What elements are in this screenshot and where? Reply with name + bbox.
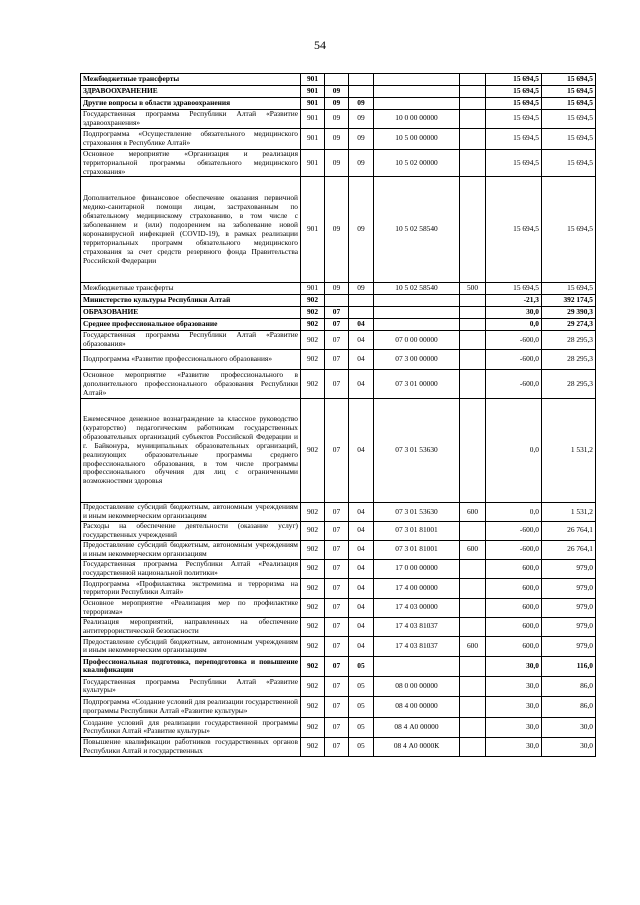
row-amount-change: 0,0 <box>486 399 542 503</box>
row-amount-change: 30,0 <box>486 676 542 696</box>
row-amount-change: 15 694,5 <box>486 98 542 110</box>
row-pr-code: 04 <box>349 521 374 540</box>
row-vr-code <box>460 676 486 696</box>
row-csr-code <box>374 86 460 98</box>
row-amount-change: 15 694,5 <box>486 283 542 295</box>
row-gr-code: 902 <box>301 295 325 307</box>
row-rz-code: 07 <box>325 331 349 350</box>
row-pr-code: 04 <box>349 331 374 350</box>
row-vr-code <box>460 696 486 717</box>
table-row <box>81 307 596 319</box>
row-csr-code: 10 5 00 00000 <box>374 128 460 149</box>
row-csr-code: 07 3 00 00000 <box>374 350 460 370</box>
row-vr-code: 600 <box>460 636 486 656</box>
row-amount-change: 0,0 <box>486 503 542 522</box>
row-csr-code <box>374 98 460 110</box>
row-vr-code <box>460 331 486 350</box>
row-amount-change: 15 694,5 <box>486 149 542 177</box>
row-amount-change: 600,0 <box>486 598 542 617</box>
table-row <box>81 503 596 522</box>
table-row <box>81 331 596 350</box>
row-amount-total: 15 694,5 <box>542 74 596 86</box>
table-row <box>81 696 596 717</box>
row-vr-code <box>460 399 486 503</box>
row-rz-code: 07 <box>325 617 349 636</box>
table-row <box>81 283 596 295</box>
row-name: Государственная программа Республики Алтай «Реализация государственной национальной политики» <box>81 559 301 578</box>
row-amount-change: 30,0 <box>486 696 542 717</box>
row-csr-code <box>374 74 460 86</box>
row-vr-code <box>460 74 486 86</box>
row-name: Государственная программа Республики Алтай «Развитие культуры» <box>81 676 301 696</box>
row-vr-code <box>460 350 486 370</box>
row-vr-code: 600 <box>460 503 486 522</box>
row-csr-code: 07 3 01 53630 <box>374 503 460 522</box>
row-name: Другие вопросы в области здравоохранения <box>81 98 301 110</box>
row-csr-code: 07 3 01 81001 <box>374 540 460 559</box>
row-amount-total: 116,0 <box>542 656 596 676</box>
row-amount-total: 979,0 <box>542 636 596 656</box>
row-amount-change: 15 694,5 <box>486 177 542 283</box>
row-gr-code: 902 <box>301 307 325 319</box>
table-row <box>81 559 596 578</box>
table-row <box>81 350 596 370</box>
row-name: Основное мероприятие «Развитие профессионального в дополнительного профессионального образования Республики Алтай» <box>81 370 301 399</box>
row-pr-code: 04 <box>349 399 374 503</box>
row-gr-code: 902 <box>301 540 325 559</box>
table-row <box>81 110 596 129</box>
row-amount-total: 979,0 <box>542 617 596 636</box>
row-pr-code: 05 <box>349 737 374 756</box>
row-amount-total: 29 274,3 <box>542 319 596 331</box>
row-vr-code <box>460 110 486 129</box>
row-vr-code <box>460 98 486 110</box>
row-csr-code: 07 0 00 00000 <box>374 331 460 350</box>
row-amount-change: -600,0 <box>486 370 542 399</box>
row-name: Дополнительное финансовое обеспечение оказания первичной медико-санитарной помощи лицам, застрахованным по обязательному медицинскому страхованию, в том числе с заболеванием и (или) подозрением на заболевание новой коронавирусной инфекцией (COVID-19), в рамках реализации территориальных программ обязательного медицинского страхования за счет средств резервного фонда Правительства Российской Федерации <box>81 177 301 283</box>
row-amount-total: 979,0 <box>542 598 596 617</box>
row-amount-total: 30,0 <box>542 717 596 737</box>
row-pr-code <box>349 295 374 307</box>
row-amount-change: 600,0 <box>486 636 542 656</box>
row-name: Предоставление субсидий бюджетным, автономным учреждениям и иным некоммерческим организациям <box>81 636 301 656</box>
row-rz-code: 09 <box>325 98 349 110</box>
row-amount-total: 15 694,5 <box>542 149 596 177</box>
row-vr-code <box>460 295 486 307</box>
row-amount-total: 15 694,5 <box>542 283 596 295</box>
row-name: Предоставление субсидий бюджетным, автономным учреждениям и иным некоммерческим организациям <box>81 540 301 559</box>
row-rz-code: 07 <box>325 399 349 503</box>
table-row <box>81 676 596 696</box>
row-amount-total: 1 531,2 <box>542 503 596 522</box>
row-name: Подпрограмма «Создание условий для реализации государственной программы Республики Алтай «Развитие культуры» <box>81 696 301 717</box>
row-csr-code: 10 5 02 00000 <box>374 149 460 177</box>
row-name: Повышение квалификации работников государственных органов Республики Алтай и государственных <box>81 737 301 756</box>
row-amount-change: 600,0 <box>486 578 542 598</box>
row-amount-change: 600,0 <box>486 559 542 578</box>
row-name: Подпрограмма «Осуществление обязательного медицинского страхования в Республике Алтай» <box>81 128 301 149</box>
row-csr-code: 17 4 03 81037 <box>374 617 460 636</box>
row-csr-code: 17 4 00 00000 <box>374 578 460 598</box>
row-amount-total: 15 694,5 <box>542 98 596 110</box>
row-amount-total: 15 694,5 <box>542 128 596 149</box>
row-csr-code: 17 4 03 81037 <box>374 636 460 656</box>
row-gr-code: 902 <box>301 559 325 578</box>
table-row <box>81 74 596 86</box>
row-csr-code <box>374 656 460 676</box>
row-pr-code: 09 <box>349 128 374 149</box>
row-name: ОБРАЗОВАНИЕ <box>81 307 301 319</box>
row-vr-code <box>460 717 486 737</box>
row-pr-code: 04 <box>349 617 374 636</box>
table-row <box>81 617 596 636</box>
row-rz-code <box>325 74 349 86</box>
row-gr-code: 902 <box>301 676 325 696</box>
row-pr-code: 09 <box>349 283 374 295</box>
table-row <box>81 717 596 737</box>
row-pr-code: 04 <box>349 578 374 598</box>
table-row <box>81 737 596 756</box>
row-vr-code <box>460 370 486 399</box>
row-rz-code: 09 <box>325 128 349 149</box>
row-amount-total: 86,0 <box>542 696 596 717</box>
row-csr-code: 08 4 А0 00000 <box>374 717 460 737</box>
row-vr-code <box>460 149 486 177</box>
row-vr-code <box>460 521 486 540</box>
row-pr-code: 04 <box>349 370 374 399</box>
row-amount-total: 30,0 <box>542 737 596 756</box>
row-amount-change: -600,0 <box>486 331 542 350</box>
table-row <box>81 98 596 110</box>
row-vr-code <box>460 307 486 319</box>
table-row <box>81 177 596 283</box>
row-rz-code: 09 <box>325 283 349 295</box>
row-pr-code <box>349 74 374 86</box>
row-csr-code: 08 4 00 00000 <box>374 696 460 717</box>
row-rz-code: 07 <box>325 676 349 696</box>
row-rz-code: 07 <box>325 636 349 656</box>
table-row <box>81 656 596 676</box>
row-gr-code: 901 <box>301 86 325 98</box>
row-csr-code: 07 3 01 53630 <box>374 399 460 503</box>
row-pr-code: 04 <box>349 540 374 559</box>
row-rz-code: 09 <box>325 149 349 177</box>
row-name: Межбюджетные трансферты <box>81 283 301 295</box>
row-gr-code: 901 <box>301 149 325 177</box>
row-csr-code <box>374 319 460 331</box>
row-pr-code: 09 <box>349 177 374 283</box>
row-amount-total: 28 295,3 <box>542 331 596 350</box>
table-row <box>81 149 596 177</box>
row-rz-code: 07 <box>325 370 349 399</box>
row-amount-change: -600,0 <box>486 350 542 370</box>
row-name: Основное мероприятие «Реализация мер по профилактике терроризма» <box>81 598 301 617</box>
row-amount-change: 15 694,5 <box>486 86 542 98</box>
row-name: Подпрограмма «Профилактика экстремизма и терроризма на территории Республики Алтай» <box>81 578 301 598</box>
row-pr-code: 09 <box>349 110 374 129</box>
row-rz-code: 07 <box>325 521 349 540</box>
row-pr-code: 04 <box>349 319 374 331</box>
row-gr-code: 901 <box>301 98 325 110</box>
row-pr-code <box>349 307 374 319</box>
row-vr-code <box>460 319 486 331</box>
row-amount-total: 15 694,5 <box>542 177 596 283</box>
table-row <box>81 370 596 399</box>
row-gr-code: 902 <box>301 578 325 598</box>
row-pr-code: 04 <box>349 598 374 617</box>
row-amount-total: 979,0 <box>542 559 596 578</box>
row-rz-code: 07 <box>325 540 349 559</box>
row-gr-code: 901 <box>301 283 325 295</box>
row-gr-code: 901 <box>301 110 325 129</box>
row-pr-code: 05 <box>349 656 374 676</box>
row-csr-code: 07 3 01 81001 <box>374 521 460 540</box>
row-csr-code <box>374 295 460 307</box>
row-amount-total: 28 295,3 <box>542 370 596 399</box>
row-pr-code: 04 <box>349 503 374 522</box>
row-rz-code: 07 <box>325 717 349 737</box>
table-row <box>81 399 596 503</box>
table-row <box>81 86 596 98</box>
row-amount-total: 86,0 <box>542 676 596 696</box>
row-amount-change: 15 694,5 <box>486 128 542 149</box>
row-amount-total: 26 764,1 <box>542 521 596 540</box>
budget-table <box>80 73 596 757</box>
row-gr-code: 902 <box>301 598 325 617</box>
row-gr-code: 901 <box>301 74 325 86</box>
row-vr-code <box>460 177 486 283</box>
row-gr-code: 902 <box>301 737 325 756</box>
row-name: Государственная программа Республики Алтай «Развитие здравоохранения» <box>81 110 301 129</box>
page-number: 54 <box>314 38 326 52</box>
table-row <box>81 636 596 656</box>
row-pr-code: 05 <box>349 717 374 737</box>
row-gr-code: 902 <box>301 331 325 350</box>
row-rz-code: 07 <box>325 559 349 578</box>
row-csr-code <box>374 307 460 319</box>
table-row <box>81 540 596 559</box>
table-row <box>81 521 596 540</box>
row-name: Реализация мероприятий, направленных на обеспечение антитеррористической безопасности <box>81 617 301 636</box>
row-vr-code <box>460 559 486 578</box>
table-row <box>81 578 596 598</box>
table-row <box>81 319 596 331</box>
row-name: Подпрограмма «Развитие профессионального образования» <box>81 350 301 370</box>
row-amount-change: 30,0 <box>486 717 542 737</box>
row-name: Государственная программа Республики Алтай «Развитие образования» <box>81 331 301 350</box>
row-csr-code: 08 4 А0 0000К <box>374 737 460 756</box>
row-rz-code: 07 <box>325 598 349 617</box>
row-gr-code: 902 <box>301 717 325 737</box>
row-pr-code: 04 <box>349 559 374 578</box>
row-csr-code: 17 0 00 00000 <box>374 559 460 578</box>
row-vr-code: 600 <box>460 540 486 559</box>
row-rz-code: 07 <box>325 350 349 370</box>
row-name: Ежемесячное денежное вознаграждение за классное руководство (кураторство) педагогическим работникам государственных образовательных организаций субъектов Российской Федерации и г. Байконура, муниципальных образовательных организаций, реализующих образовательные программы среднего профессионального образования, в том числе программы профессионального обучения для лиц с ограниченными возможностями здоровья <box>81 399 301 503</box>
row-gr-code: 902 <box>301 521 325 540</box>
row-name: Среднее профессиональное образование <box>81 319 301 331</box>
row-amount-total: 29 390,3 <box>542 307 596 319</box>
row-amount-total: 392 174,5 <box>542 295 596 307</box>
row-gr-code: 901 <box>301 177 325 283</box>
row-gr-code: 902 <box>301 656 325 676</box>
row-amount-total: 15 694,5 <box>542 110 596 129</box>
row-pr-code: 05 <box>349 676 374 696</box>
table-row <box>81 295 596 307</box>
row-vr-code: 500 <box>460 283 486 295</box>
row-amount-total: 15 694,5 <box>542 86 596 98</box>
row-rz-code: 09 <box>325 110 349 129</box>
row-vr-code <box>460 128 486 149</box>
row-name: Предоставление субсидий бюджетным, автономным учреждениям и иным некоммерческим организациям <box>81 503 301 522</box>
row-csr-code: 10 0 00 00000 <box>374 110 460 129</box>
row-pr-code: 04 <box>349 350 374 370</box>
row-gr-code: 902 <box>301 503 325 522</box>
row-name: Создание условий для реализации государственной программы Республики Алтай «Развитие культуры» <box>81 717 301 737</box>
row-gr-code: 902 <box>301 617 325 636</box>
row-rz-code: 07 <box>325 503 349 522</box>
row-rz-code: 07 <box>325 737 349 756</box>
table-row <box>81 598 596 617</box>
row-gr-code: 902 <box>301 636 325 656</box>
row-vr-code <box>460 86 486 98</box>
row-rz-code: 09 <box>325 177 349 283</box>
row-vr-code <box>460 617 486 636</box>
row-rz-code: 07 <box>325 319 349 331</box>
row-vr-code <box>460 598 486 617</box>
row-amount-change: -21,3 <box>486 295 542 307</box>
row-name: Профессиональная подготовка, переподготовка и повышение квалификации <box>81 656 301 676</box>
row-gr-code: 901 <box>301 128 325 149</box>
row-amount-change: -600,0 <box>486 521 542 540</box>
row-pr-code: 09 <box>349 149 374 177</box>
row-rz-code: 07 <box>325 696 349 717</box>
row-csr-code: 10 5 02 58540 <box>374 177 460 283</box>
row-amount-total: 1 531,2 <box>542 399 596 503</box>
row-amount-change: 30,0 <box>486 307 542 319</box>
row-pr-code: 05 <box>349 696 374 717</box>
row-gr-code: 902 <box>301 696 325 717</box>
table-row <box>81 128 596 149</box>
row-csr-code: 17 4 03 00000 <box>374 598 460 617</box>
row-amount-change: 0,0 <box>486 319 542 331</box>
row-pr-code: 04 <box>349 636 374 656</box>
row-vr-code <box>460 737 486 756</box>
row-amount-change: 15 694,5 <box>486 110 542 129</box>
row-gr-code: 902 <box>301 350 325 370</box>
row-amount-total: 979,0 <box>542 578 596 598</box>
row-amount-change: 30,0 <box>486 656 542 676</box>
row-rz-code: 07 <box>325 307 349 319</box>
row-amount-total: 28 295,3 <box>542 350 596 370</box>
row-name: ЗДРАВООХРАНЕНИЕ <box>81 86 301 98</box>
row-vr-code <box>460 578 486 598</box>
row-gr-code: 902 <box>301 319 325 331</box>
row-csr-code: 10 5 02 58540 <box>374 283 460 295</box>
row-amount-change: 15 694,5 <box>486 74 542 86</box>
row-gr-code: 902 <box>301 370 325 399</box>
row-amount-change: 30,0 <box>486 737 542 756</box>
row-name: Расходы на обеспечение деятельности (оказание услуг) государственных учреждений <box>81 521 301 540</box>
row-csr-code: 08 0 00 00000 <box>374 676 460 696</box>
row-amount-change: -600,0 <box>486 540 542 559</box>
row-amount-total: 26 764,1 <box>542 540 596 559</box>
row-pr-code: 09 <box>349 98 374 110</box>
row-name: Межбюджетные трансферты <box>81 74 301 86</box>
row-vr-code <box>460 656 486 676</box>
row-csr-code: 07 3 01 00000 <box>374 370 460 399</box>
row-rz-code: 09 <box>325 86 349 98</box>
row-name: Министерство культуры Республики Алтай <box>81 295 301 307</box>
row-pr-code <box>349 86 374 98</box>
row-rz-code: 07 <box>325 656 349 676</box>
row-gr-code: 902 <box>301 399 325 503</box>
row-rz-code <box>325 295 349 307</box>
row-rz-code: 07 <box>325 578 349 598</box>
row-name: Основное мероприятие «Организация и реализация территориальной программы обязательного медицинского страхования» <box>81 149 301 177</box>
row-amount-change: 600,0 <box>486 617 542 636</box>
